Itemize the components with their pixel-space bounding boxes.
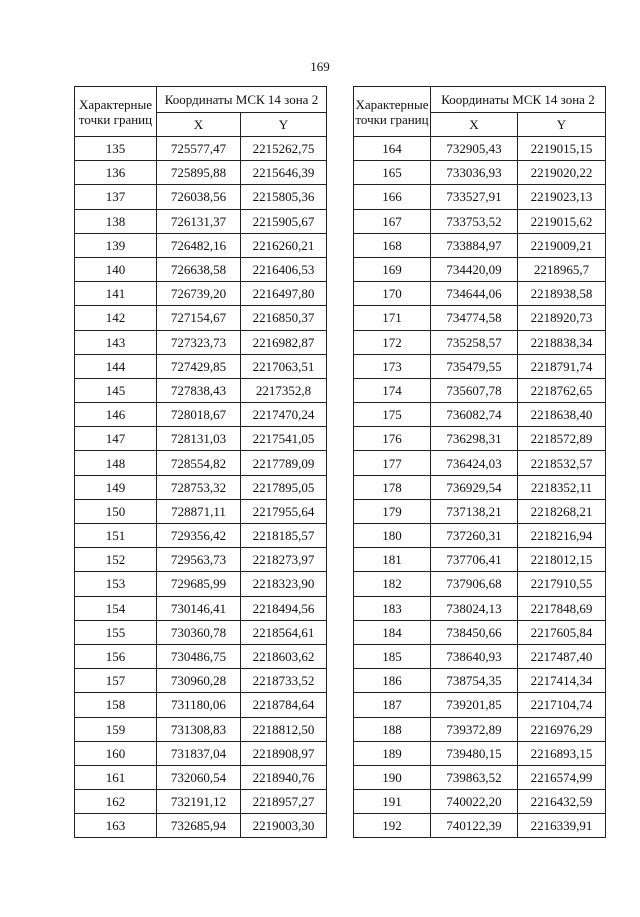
y-coordinate-cell: 2218940,76 — [241, 765, 327, 789]
table-row — [354, 282, 606, 306]
y-coordinate-cell: 2217789,09 — [241, 451, 327, 475]
table-row — [75, 451, 327, 475]
point-number-cell: 147 — [75, 427, 157, 451]
y-coordinate-cell: 2218268,21 — [518, 499, 606, 523]
y-coordinate-cell: 2219020,22 — [518, 161, 606, 185]
point-number-cell: 179 — [354, 499, 431, 523]
coordinates-table-right — [353, 86, 606, 838]
table-row — [354, 548, 606, 572]
y-coordinate-cell: 2218733,52 — [241, 669, 327, 693]
y-coordinate-cell: 2216976,29 — [518, 717, 606, 741]
x-coordinate-cell: 740122,39 — [431, 814, 518, 838]
y-coordinate-cell: 2219015,15 — [518, 137, 606, 161]
x-coordinate-cell: 734420,09 — [431, 257, 518, 281]
table-row — [75, 233, 327, 257]
page-number: 169 — [310, 59, 330, 74]
header-coordinate-system: Координаты МСК 14 зона 2 — [157, 87, 327, 113]
x-coordinate-cell: 726131,37 — [157, 209, 241, 233]
y-coordinate-cell: 2218352,11 — [518, 475, 606, 499]
x-coordinate-cell: 739201,85 — [431, 693, 518, 717]
x-coordinate-cell: 733884,97 — [431, 233, 518, 257]
header-points-line1: Характерные — [79, 96, 152, 112]
point-number-cell: 157 — [75, 669, 157, 693]
y-coordinate-cell: 2215262,75 — [241, 137, 327, 161]
y-coordinate-cell: 2217848,69 — [518, 596, 606, 620]
y-coordinate-cell: 2218908,97 — [241, 741, 327, 765]
x-coordinate-cell: 736298,31 — [431, 427, 518, 451]
y-coordinate-cell: 2218012,15 — [518, 548, 606, 572]
x-coordinate-cell: 730360,78 — [157, 620, 241, 644]
x-coordinate-cell: 727154,67 — [157, 306, 241, 330]
y-coordinate-cell: 2218920,73 — [518, 306, 606, 330]
x-coordinate-cell: 736424,03 — [431, 451, 518, 475]
x-coordinate-cell: 739863,52 — [431, 765, 518, 789]
point-number-cell: 143 — [75, 330, 157, 354]
x-coordinate-cell: 728753,32 — [157, 475, 241, 499]
y-coordinate-cell: 2217955,64 — [241, 499, 327, 523]
table-row — [75, 137, 327, 161]
left-table-body — [75, 137, 327, 838]
x-coordinate-cell: 727323,73 — [157, 330, 241, 354]
table-row — [354, 741, 606, 765]
x-coordinate-cell: 735258,57 — [431, 330, 518, 354]
header-boundary-points — [354, 87, 431, 137]
point-number-cell: 178 — [354, 475, 431, 499]
point-number-cell: 187 — [354, 693, 431, 717]
y-coordinate-cell: 2216260,21 — [241, 233, 327, 257]
y-coordinate-cell: 2218323,90 — [241, 572, 327, 596]
point-number-cell: 169 — [354, 257, 431, 281]
point-number-cell: 153 — [75, 572, 157, 596]
header-points-line1: Характерные — [355, 96, 429, 112]
y-coordinate-cell: 2215646,39 — [241, 161, 327, 185]
header-y: Y — [518, 113, 606, 137]
point-number-cell: 186 — [354, 669, 431, 693]
x-coordinate-cell: 728871,11 — [157, 499, 241, 523]
y-coordinate-cell: 2218957,27 — [241, 790, 327, 814]
point-number-cell: 170 — [354, 282, 431, 306]
x-coordinate-cell: 737138,21 — [431, 499, 518, 523]
y-coordinate-cell: 2218273,97 — [241, 548, 327, 572]
point-number-cell: 190 — [354, 765, 431, 789]
x-coordinate-cell: 725895,88 — [157, 161, 241, 185]
point-number-cell: 160 — [75, 741, 157, 765]
x-coordinate-cell: 736929,54 — [431, 475, 518, 499]
point-number-cell: 175 — [354, 403, 431, 427]
x-coordinate-cell: 737706,41 — [431, 548, 518, 572]
x-coordinate-cell: 738640,93 — [431, 644, 518, 668]
x-coordinate-cell: 737906,68 — [431, 572, 518, 596]
point-number-cell: 136 — [75, 161, 157, 185]
y-coordinate-cell: 2217352,8 — [241, 378, 327, 402]
point-number-cell: 145 — [75, 378, 157, 402]
x-coordinate-cell: 733527,91 — [431, 185, 518, 209]
y-coordinate-cell: 2218572,89 — [518, 427, 606, 451]
point-number-cell: 137 — [75, 185, 157, 209]
x-coordinate-cell: 726739,20 — [157, 282, 241, 306]
point-number-cell: 142 — [75, 306, 157, 330]
header-y: Y — [241, 113, 327, 137]
point-number-cell: 154 — [75, 596, 157, 620]
point-number-cell: 164 — [354, 137, 431, 161]
x-coordinate-cell: 739372,89 — [431, 717, 518, 741]
point-number-cell: 168 — [354, 233, 431, 257]
table-row — [354, 475, 606, 499]
x-coordinate-cell: 726482,16 — [157, 233, 241, 257]
x-coordinate-cell: 730486,75 — [157, 644, 241, 668]
table-row — [75, 378, 327, 402]
point-number-cell: 181 — [354, 548, 431, 572]
y-coordinate-cell: 2216497,80 — [241, 282, 327, 306]
y-coordinate-cell: 2217063,51 — [241, 354, 327, 378]
x-coordinate-cell: 733036,93 — [431, 161, 518, 185]
point-number-cell: 185 — [354, 644, 431, 668]
x-coordinate-cell: 731180,06 — [157, 693, 241, 717]
x-coordinate-cell: 739480,15 — [431, 741, 518, 765]
header-points-line2: точки границ — [78, 111, 153, 127]
y-coordinate-cell: 2217910,55 — [518, 572, 606, 596]
table-row — [75, 669, 327, 693]
y-coordinate-cell: 2217487,40 — [518, 644, 606, 668]
y-coordinate-cell: 2217605,84 — [518, 620, 606, 644]
table-row — [354, 572, 606, 596]
x-coordinate-cell: 731837,04 — [157, 741, 241, 765]
point-number-cell: 180 — [354, 524, 431, 548]
table-row — [75, 572, 327, 596]
table-row — [354, 137, 606, 161]
x-coordinate-cell: 737260,31 — [431, 524, 518, 548]
x-coordinate-cell: 728131,03 — [157, 427, 241, 451]
table-row — [354, 330, 606, 354]
y-coordinate-cell: 2218638,40 — [518, 403, 606, 427]
table-row — [75, 257, 327, 281]
y-coordinate-cell: 2218564,61 — [241, 620, 327, 644]
y-coordinate-cell: 2216982,87 — [241, 330, 327, 354]
point-number-cell: 135 — [75, 137, 157, 161]
table-row — [354, 790, 606, 814]
table-row — [75, 693, 327, 717]
y-coordinate-cell: 2217470,24 — [241, 403, 327, 427]
point-number-cell: 140 — [75, 257, 157, 281]
y-coordinate-cell: 2219009,21 — [518, 233, 606, 257]
y-coordinate-cell: 2219015,62 — [518, 209, 606, 233]
table-row — [75, 282, 327, 306]
point-number-cell: 191 — [354, 790, 431, 814]
table-row — [354, 451, 606, 475]
header-boundary-points — [75, 87, 157, 137]
header-x: X — [157, 113, 241, 137]
y-coordinate-cell: 2216893,15 — [518, 741, 606, 765]
x-coordinate-cell: 733753,52 — [431, 209, 518, 233]
table-row — [75, 765, 327, 789]
point-number-cell: 155 — [75, 620, 157, 644]
point-number-cell: 182 — [354, 572, 431, 596]
y-coordinate-cell: 2217104,74 — [518, 693, 606, 717]
point-number-cell: 184 — [354, 620, 431, 644]
point-number-cell: 144 — [75, 354, 157, 378]
point-number-cell: 151 — [75, 524, 157, 548]
table-row — [354, 499, 606, 523]
point-number-cell: 162 — [75, 790, 157, 814]
y-coordinate-cell: 2217541,05 — [241, 427, 327, 451]
table-row — [75, 161, 327, 185]
table-row — [75, 403, 327, 427]
point-number-cell: 183 — [354, 596, 431, 620]
table-row — [75, 620, 327, 644]
x-coordinate-cell: 727429,85 — [157, 354, 241, 378]
point-number-cell: 174 — [354, 378, 431, 402]
point-number-cell: 188 — [354, 717, 431, 741]
x-coordinate-cell: 726638,58 — [157, 257, 241, 281]
y-coordinate-cell: 2218838,34 — [518, 330, 606, 354]
y-coordinate-cell: 2216339,91 — [518, 814, 606, 838]
table-row — [354, 306, 606, 330]
point-number-cell: 159 — [75, 717, 157, 741]
point-number-cell: 156 — [75, 644, 157, 668]
table-row — [354, 354, 606, 378]
point-number-cell: 189 — [354, 741, 431, 765]
y-coordinate-cell: 2217895,05 — [241, 475, 327, 499]
y-coordinate-cell: 2218791,74 — [518, 354, 606, 378]
point-number-cell: 148 — [75, 451, 157, 475]
x-coordinate-cell: 732685,94 — [157, 814, 241, 838]
y-coordinate-cell: 2215805,36 — [241, 185, 327, 209]
x-coordinate-cell: 736082,74 — [431, 403, 518, 427]
x-coordinate-cell: 735479,55 — [431, 354, 518, 378]
point-number-cell: 172 — [354, 330, 431, 354]
table-row — [354, 161, 606, 185]
y-coordinate-cell: 2219023,13 — [518, 185, 606, 209]
y-coordinate-cell: 2218784,64 — [241, 693, 327, 717]
x-coordinate-cell: 731308,83 — [157, 717, 241, 741]
y-coordinate-cell: 2218603,62 — [241, 644, 327, 668]
table-row — [354, 403, 606, 427]
table-row — [75, 475, 327, 499]
table-row — [354, 814, 606, 838]
x-coordinate-cell: 740022,20 — [431, 790, 518, 814]
table-row — [354, 524, 606, 548]
table-row — [75, 644, 327, 668]
point-number-cell: 167 — [354, 209, 431, 233]
point-number-cell: 152 — [75, 548, 157, 572]
table-row — [354, 209, 606, 233]
x-coordinate-cell: 728554,82 — [157, 451, 241, 475]
table-row — [75, 354, 327, 378]
y-coordinate-cell: 2215905,67 — [241, 209, 327, 233]
y-coordinate-cell: 2218185,57 — [241, 524, 327, 548]
table-row — [75, 330, 327, 354]
point-number-cell: 150 — [75, 499, 157, 523]
y-coordinate-cell: 2216406,53 — [241, 257, 327, 281]
point-number-cell: 192 — [354, 814, 431, 838]
x-coordinate-cell: 729563,73 — [157, 548, 241, 572]
y-coordinate-cell: 2218965,7 — [518, 257, 606, 281]
y-coordinate-cell: 2218532,57 — [518, 451, 606, 475]
table-row — [75, 427, 327, 451]
table-row — [75, 814, 327, 838]
header-x: X — [431, 113, 518, 137]
point-number-cell: 171 — [354, 306, 431, 330]
table-row — [354, 669, 606, 693]
x-coordinate-cell: 738024,13 — [431, 596, 518, 620]
x-coordinate-cell: 730960,28 — [157, 669, 241, 693]
x-coordinate-cell: 728018,67 — [157, 403, 241, 427]
point-number-cell: 138 — [75, 209, 157, 233]
y-coordinate-cell: 2216574,99 — [518, 765, 606, 789]
x-coordinate-cell: 729356,42 — [157, 524, 241, 548]
point-number-cell: 139 — [75, 233, 157, 257]
right-table-body — [354, 137, 606, 838]
y-coordinate-cell: 2216432,59 — [518, 790, 606, 814]
table-row — [75, 499, 327, 523]
point-number-cell: 177 — [354, 451, 431, 475]
x-coordinate-cell: 732060,54 — [157, 765, 241, 789]
x-coordinate-cell: 738450,66 — [431, 620, 518, 644]
point-number-cell: 141 — [75, 282, 157, 306]
table-row — [75, 790, 327, 814]
header-points-line2: точки границ — [355, 111, 429, 127]
x-coordinate-cell: 727838,43 — [157, 378, 241, 402]
table-row — [354, 427, 606, 451]
y-coordinate-cell: 2218216,94 — [518, 524, 606, 548]
table-row — [75, 717, 327, 741]
x-coordinate-cell: 732905,43 — [431, 137, 518, 161]
x-coordinate-cell: 734644,06 — [431, 282, 518, 306]
table-row — [75, 209, 327, 233]
x-coordinate-cell: 734774,58 — [431, 306, 518, 330]
x-coordinate-cell: 729685,99 — [157, 572, 241, 596]
table-row — [75, 306, 327, 330]
y-coordinate-cell: 2217414,34 — [518, 669, 606, 693]
table-row — [354, 185, 606, 209]
point-number-cell: 149 — [75, 475, 157, 499]
table-row — [75, 185, 327, 209]
point-number-cell: 163 — [75, 814, 157, 838]
table-row — [354, 620, 606, 644]
point-number-cell: 173 — [354, 354, 431, 378]
y-coordinate-cell: 2218938,58 — [518, 282, 606, 306]
table-row — [354, 717, 606, 741]
point-number-cell: 176 — [354, 427, 431, 451]
table-row — [354, 644, 606, 668]
point-number-cell: 166 — [354, 185, 431, 209]
x-coordinate-cell: 738754,35 — [431, 669, 518, 693]
point-number-cell: 146 — [75, 403, 157, 427]
point-number-cell: 158 — [75, 693, 157, 717]
x-coordinate-cell: 726038,56 — [157, 185, 241, 209]
coordinates-table-left — [74, 86, 327, 838]
y-coordinate-cell: 2216850,37 — [241, 306, 327, 330]
header-coordinate-system: Координаты МСК 14 зона 2 — [431, 87, 606, 113]
table-row — [354, 378, 606, 402]
point-number-cell: 165 — [354, 161, 431, 185]
x-coordinate-cell: 730146,41 — [157, 596, 241, 620]
table-row — [75, 548, 327, 572]
table-row — [354, 596, 606, 620]
table-row — [354, 233, 606, 257]
table-row — [354, 693, 606, 717]
table-row — [75, 524, 327, 548]
x-coordinate-cell: 732191,12 — [157, 790, 241, 814]
y-coordinate-cell: 2219003,30 — [241, 814, 327, 838]
table-row — [75, 741, 327, 765]
y-coordinate-cell: 2218494,56 — [241, 596, 327, 620]
table-row — [354, 257, 606, 281]
table-row — [354, 765, 606, 789]
point-number-cell: 161 — [75, 765, 157, 789]
x-coordinate-cell: 725577,47 — [157, 137, 241, 161]
x-coordinate-cell: 735607,78 — [431, 378, 518, 402]
y-coordinate-cell: 2218762,65 — [518, 378, 606, 402]
table-row — [75, 596, 327, 620]
y-coordinate-cell: 2218812,50 — [241, 717, 327, 741]
